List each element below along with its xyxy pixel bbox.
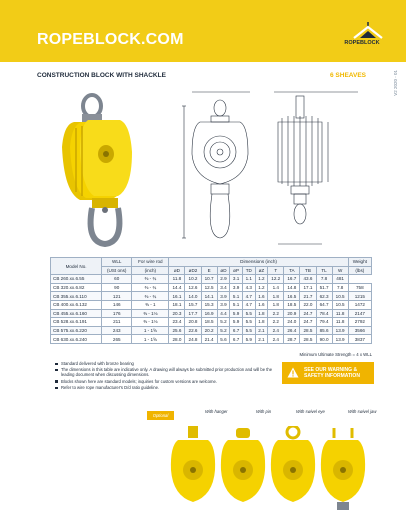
model-cell: CB 630.xx.6.240	[51, 335, 102, 344]
front-view	[182, 92, 250, 238]
sheave-count: 6 SHEAVES	[330, 72, 367, 79]
option-label-pin: With pin	[256, 409, 272, 414]
technical-drawing	[178, 86, 364, 254]
model-cell: CB 355.xx.6.110	[51, 292, 102, 301]
col-dim: TL	[316, 266, 332, 275]
list-item: The dimensions in this table are indicative only. A drawing will always be submitted prior production and will be the leading document when discussing dimensions.	[55, 367, 275, 377]
col-model: Model No.	[51, 258, 102, 275]
model-cell: CB 455.xx.6.160	[51, 309, 102, 318]
table-cell: ⅜ - 1	[132, 300, 169, 309]
table-cell: 5.5	[242, 309, 255, 318]
table-cell: 5.1	[230, 292, 243, 301]
table-cell: 10.5	[332, 300, 348, 309]
table-cell: 22.0	[300, 300, 316, 309]
table-cell: 16.7	[284, 275, 300, 284]
table-cell: 2147	[348, 309, 371, 318]
table-cell: 24.7	[300, 318, 316, 327]
table-cell: 1.6	[255, 300, 268, 309]
table-cell: 85.6	[316, 326, 332, 335]
table-cell: 758	[348, 283, 371, 292]
col-wire: For wire rod	[132, 258, 169, 267]
table-cell: 7.8	[316, 275, 332, 284]
table-cell: 4.4	[217, 309, 230, 318]
notes-list	[55, 361, 275, 392]
table-cell: 90	[102, 283, 132, 292]
model-cell: CB 400.xx.6.132	[51, 300, 102, 309]
table-cell: 2.2	[268, 318, 284, 327]
table-row	[51, 275, 372, 284]
table-cell: ⅜ - ¾	[132, 275, 169, 284]
strength-note: Minimum Ultimate Strength = 4 x WLL	[299, 352, 372, 357]
table-cell: 2.4	[268, 326, 284, 335]
table-cell: 12.5	[201, 283, 217, 292]
table-cell: 20.2	[201, 326, 217, 335]
table-cell: ⅜ - 1⅛	[132, 309, 169, 318]
table-cell: 10.2	[185, 275, 201, 284]
logo-text: ROPEBLOCK	[344, 40, 380, 46]
table-cell: 16.9	[201, 309, 217, 318]
table-cell: 20.9	[284, 309, 300, 318]
table-cell: 5.5	[242, 318, 255, 327]
option-label-hanger: With hanger	[205, 409, 228, 414]
table-cell: 14.0	[185, 292, 201, 301]
table-cell: 1472	[348, 300, 371, 309]
table-cell: 14.4	[169, 283, 185, 292]
table-cell: 1 - 1⅝	[132, 335, 169, 344]
table-row	[51, 335, 372, 344]
table-cell: 20.3	[169, 309, 185, 318]
table-cell: 21.4	[201, 335, 217, 344]
table-cell: 3.4	[217, 283, 230, 292]
table-cell: 1.6	[255, 292, 268, 301]
table-cell: 146	[102, 300, 132, 309]
model-cell: CB 260.xx.6.55	[51, 275, 102, 284]
table-cell: 14.1	[201, 292, 217, 301]
table-cell: 1.8	[255, 318, 268, 327]
table-cell: 2792	[348, 318, 371, 327]
table-row	[51, 326, 372, 335]
brand-title[interactable]: ROPEBLOCK.COM	[37, 31, 184, 48]
table-cell: 2.1	[255, 326, 268, 335]
table-row	[51, 318, 372, 327]
table-cell: 11.8	[332, 309, 348, 318]
side-view	[274, 92, 358, 244]
document-code: V2 2020 - 01	[393, 70, 398, 96]
sheave-plates	[62, 120, 132, 200]
list-item: Standard delivered with bronze bearing	[55, 361, 275, 366]
table-cell: 64.7	[316, 300, 332, 309]
table-cell: 28.0	[169, 335, 185, 344]
table-cell: 243	[102, 326, 132, 335]
table-cell: 28.5	[300, 335, 316, 344]
table-cell: 2.4	[268, 335, 284, 344]
table-row	[51, 309, 372, 318]
table-cell: 3837	[348, 335, 371, 344]
table-cell: 6.7	[230, 326, 243, 335]
table-cell: 5.9	[242, 335, 255, 344]
table-cell: 16.1	[169, 292, 185, 301]
table-cell: 79.4	[316, 318, 332, 327]
table-cell: 15.3	[201, 300, 217, 309]
table-cell: 16.5	[284, 292, 300, 301]
section-title: CONSTRUCTION BLOCK WITH SHACKLE	[37, 72, 166, 79]
block-with-swivel-jaw-image	[318, 426, 368, 512]
model-cell: CB 528.xx.6.191	[51, 318, 102, 327]
col-dim: TB	[300, 266, 316, 275]
table-cell: ⅜ - 1⅛	[132, 318, 169, 327]
table-cell: 51.7	[316, 283, 332, 292]
warning-safety-link[interactable]	[282, 362, 374, 384]
table-cell: 3566	[348, 326, 371, 335]
table-cell: 5.9	[230, 318, 243, 327]
table-cell: 2.1	[255, 335, 268, 344]
table-cell: 1.2	[255, 283, 268, 292]
table-cell: 14.8	[284, 283, 300, 292]
model-cell: CB 575.xx.6.220	[51, 326, 102, 335]
table-cell: 28.5	[300, 326, 316, 335]
col-dim: øZ	[255, 266, 268, 275]
option-label-swivel-jaw: With swivel jaw	[348, 409, 377, 414]
col-wire-unit: (inch)	[132, 266, 169, 275]
table-cell: 5.1	[230, 300, 243, 309]
table-header-row	[51, 258, 372, 267]
table-cell: 18.5	[201, 318, 217, 327]
bottom-shackle-icon	[91, 198, 120, 244]
table-cell: 1.2	[255, 275, 268, 284]
table-cell: 265	[102, 335, 132, 344]
col-dim: E	[201, 266, 217, 275]
table-cell: 3.9	[230, 283, 243, 292]
table-cell: 481	[332, 275, 348, 284]
specification-table	[50, 257, 372, 344]
table-cell: 211	[102, 318, 132, 327]
table-cell: 5.9	[230, 309, 243, 318]
option-label-swivel-eye: With swivel eye	[296, 409, 325, 414]
list-item: Blocks shown here are standard models; inquiries for custom versions are welcome.	[55, 379, 275, 384]
table-cell: 26.4	[284, 326, 300, 335]
col-weight-unit: (lbs)	[348, 266, 371, 275]
table-cell: 15.7	[185, 300, 201, 309]
table-cell: 2.9	[217, 275, 230, 284]
table-row	[51, 283, 372, 292]
table-cell: 4.3	[242, 283, 255, 292]
table-cell: 7.8	[332, 283, 348, 292]
table-cell: 1.8	[268, 300, 284, 309]
table-cell: 176	[102, 309, 132, 318]
table-cell: 23.4	[169, 318, 185, 327]
table-cell: ⅜ - ¾	[132, 292, 169, 301]
table-cell: 10.7	[201, 275, 217, 284]
col-wll-unit: (USt ons)	[102, 266, 132, 275]
table-cell: 3.1	[230, 275, 243, 284]
table-cell: 20.8	[185, 318, 201, 327]
col-weight: Weight	[348, 258, 371, 267]
table-cell: 11.8	[169, 275, 185, 284]
table-cell: 24.7	[300, 309, 316, 318]
table-cell: 18.5	[284, 300, 300, 309]
table-cell: 10.5	[332, 292, 348, 301]
table-cell: 5.6	[217, 335, 230, 344]
optional-badge	[147, 411, 174, 420]
table-cell: 1 - 1⅝	[132, 326, 169, 335]
table-cell: 12.2	[268, 275, 284, 284]
table-cell: 43.6	[300, 275, 316, 284]
col-dimensions: Dimensions (inch)	[169, 258, 348, 267]
table-cell: 62.3	[316, 292, 332, 301]
list-item: Refer to wire rope manufacturer's D/d ratio guideline.	[55, 385, 275, 390]
warning-icon	[287, 367, 299, 378]
table-cell: 3.9	[217, 292, 230, 301]
block-product-image	[52, 92, 152, 252]
table-cell: ⅜ - ¾	[132, 283, 169, 292]
col-dim: øD	[169, 266, 185, 275]
table-cell: 4.7	[242, 292, 255, 301]
table-cell: 1.1	[242, 275, 255, 284]
table-cell: 18.1	[169, 300, 185, 309]
table-cell: 13.9	[332, 335, 348, 344]
table-cell: 2.2	[268, 309, 284, 318]
table-cell: 24.8	[185, 335, 201, 344]
col-dim: W	[332, 266, 348, 275]
model-cell: CB 320.xx.6.82	[51, 283, 102, 292]
table-cell: 17.1	[300, 283, 316, 292]
table-row	[51, 300, 372, 309]
table-cell: 24.0	[284, 318, 300, 327]
table-cell: 1.8	[268, 292, 284, 301]
table-cell: 21.7	[300, 292, 316, 301]
warning-text: SEE OUR WARNING & SAFETY INFORMATION	[304, 367, 360, 379]
col-dim: øD2	[185, 266, 201, 275]
table-cell: 12.6	[185, 283, 201, 292]
block-with-hanger-image	[168, 426, 218, 512]
table-cell: 13.9	[332, 326, 348, 335]
block-with-pin-image	[218, 426, 268, 512]
table-cell: 3.9	[217, 300, 230, 309]
table-cell: 17.7	[185, 309, 201, 318]
table-cell: 5.5	[242, 326, 255, 335]
table-cell: 121	[102, 292, 132, 301]
table-cell: 28.7	[284, 335, 300, 344]
table-cell: 60	[102, 275, 132, 284]
col-dim: T	[268, 266, 284, 275]
table-cell: 1.4	[268, 283, 284, 292]
table-body	[51, 275, 372, 344]
optional-badge-label: Optional	[152, 413, 169, 418]
table-cell: 6.7	[230, 335, 243, 344]
table-cell: 90.0	[316, 335, 332, 344]
col-dim: TA	[284, 266, 300, 275]
col-wll: WLL	[102, 258, 132, 267]
table-cell: 11.8	[332, 318, 348, 327]
table-cell: 25.6	[169, 326, 185, 335]
table-cell: 1.8	[255, 309, 268, 318]
table-cell: 22.6	[185, 326, 201, 335]
top-shackle-icon	[82, 95, 102, 122]
table-row	[51, 292, 372, 301]
table-cell: 5.2	[217, 326, 230, 335]
table-cell: 78.4	[316, 309, 332, 318]
table-cell: 1215	[348, 292, 371, 301]
block-with-swivel-eye-image	[268, 426, 318, 512]
table-cell: 5.2	[217, 318, 230, 327]
col-dim: TD	[242, 266, 255, 275]
col-dim: øP	[230, 266, 243, 275]
col-dim: øD	[217, 266, 230, 275]
table-cell: 4.7	[242, 300, 255, 309]
